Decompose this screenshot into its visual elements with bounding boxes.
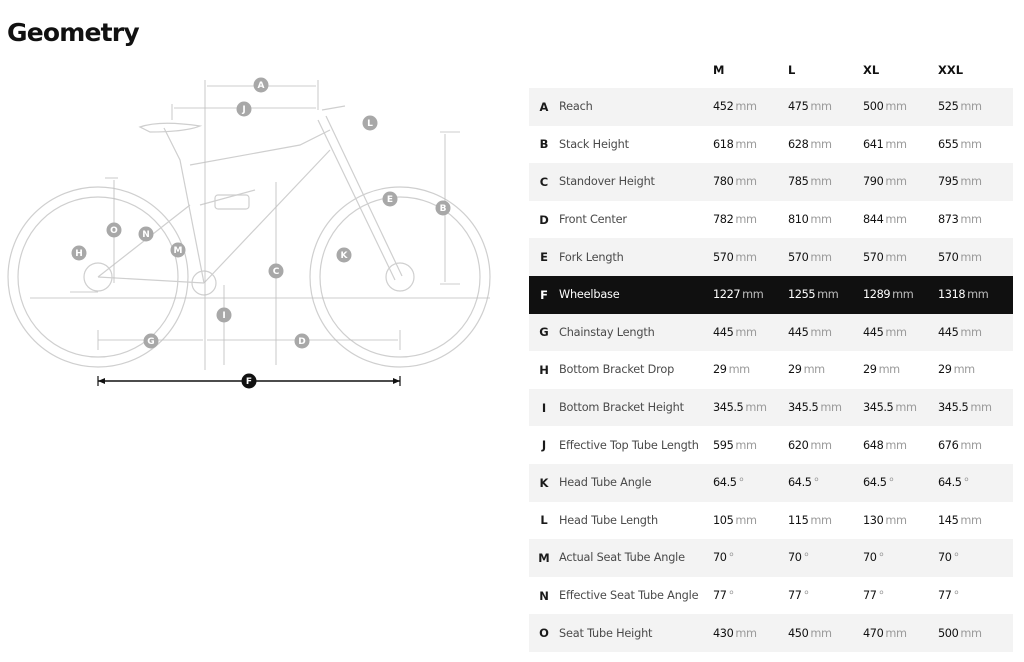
dimension-letter: N	[539, 588, 549, 603]
dimension-value	[707, 238, 782, 276]
value-unit: mm	[803, 363, 825, 377]
svg-text:C: C	[272, 267, 280, 277]
dimension-value	[857, 126, 932, 164]
dimension-value	[782, 539, 857, 577]
dimension-value	[782, 163, 857, 201]
table-row	[529, 314, 1013, 352]
dimension-letter: K	[529, 464, 559, 502]
table-row	[529, 201, 1013, 239]
dimension-label: Head Tube Length	[559, 513, 658, 527]
value-number: 29	[938, 363, 952, 377]
value-number: 570	[788, 250, 809, 264]
value-unit: °	[728, 551, 734, 565]
value-unit: mm	[892, 288, 914, 302]
dimension-value	[782, 351, 857, 389]
value-unit: °	[953, 589, 959, 603]
size-header: M	[713, 62, 725, 77]
value-number: 64.5	[713, 476, 737, 490]
value-unit: mm	[735, 250, 757, 264]
dimension-value	[707, 163, 782, 201]
table-row	[529, 163, 1013, 201]
value-number: 115	[788, 513, 809, 527]
dimension-label: Bottom Bracket Drop	[559, 363, 675, 377]
value-number: 77	[788, 589, 802, 603]
value-unit: mm	[885, 438, 907, 452]
value-number: 345.5	[938, 401, 969, 415]
value-number: 790	[863, 175, 884, 189]
dimension-value	[932, 163, 1013, 201]
value-number: 64.5	[788, 476, 812, 490]
dimension-value	[932, 238, 1013, 276]
table-row	[529, 389, 1013, 427]
value-number: 475	[788, 100, 809, 114]
table-row	[529, 577, 1013, 615]
value-number: 77	[938, 589, 952, 603]
value-number: 570	[863, 250, 884, 264]
dimension-value	[782, 238, 857, 276]
value-unit: mm	[960, 513, 982, 527]
value-unit: mm	[960, 626, 982, 640]
dimension-value	[707, 276, 782, 314]
value-unit: mm	[810, 250, 832, 264]
value-unit: mm	[817, 288, 839, 302]
size-header: XL	[863, 62, 880, 77]
marker-o	[107, 223, 122, 238]
value-unit: mm	[960, 175, 982, 189]
dimension-value	[857, 314, 932, 352]
value-unit: mm	[735, 438, 757, 452]
value-number: 145	[938, 513, 959, 527]
dimension-value	[857, 351, 932, 389]
value-number: 844	[863, 213, 884, 227]
table-row	[529, 351, 1013, 389]
value-unit: mm	[820, 401, 842, 415]
value-unit: mm	[735, 213, 757, 227]
dimension-label: Front Center	[559, 213, 627, 227]
dimension-value	[932, 539, 1013, 577]
table-row	[529, 238, 1013, 276]
dimension-value	[932, 88, 1013, 126]
dimension-value	[932, 201, 1013, 239]
value-unit: mm	[742, 288, 764, 302]
page-title: Geometry	[7, 18, 139, 47]
value-unit: mm	[810, 325, 832, 339]
value-number: 130	[863, 513, 884, 527]
value-number: 452	[713, 100, 734, 114]
table-row	[529, 126, 1013, 164]
value-unit: mm	[735, 100, 757, 114]
dimension-value	[707, 614, 782, 652]
svg-text:F: F	[245, 377, 253, 387]
dimension-letter: B	[539, 137, 549, 152]
dimension-value	[932, 126, 1013, 164]
table-row	[529, 88, 1013, 126]
dimension-value	[857, 614, 932, 652]
value-number: 70	[788, 551, 802, 565]
value-unit: mm	[810, 513, 832, 527]
value-number: 77	[713, 589, 727, 603]
value-unit: °	[963, 476, 969, 490]
dimension-value	[857, 577, 932, 615]
value-unit: mm	[885, 213, 907, 227]
dimension-letter: O	[529, 614, 559, 652]
dimension-value	[932, 464, 1013, 502]
marker-h	[72, 246, 87, 261]
value-number: 525	[938, 100, 959, 114]
dimension-value	[707, 464, 782, 502]
dimension-value	[782, 577, 857, 615]
svg-text:G: G	[147, 337, 155, 347]
table-row	[529, 614, 1013, 652]
marker-i	[217, 308, 232, 323]
value-unit: mm	[810, 100, 832, 114]
value-number: 628	[788, 137, 809, 151]
dimension-value	[707, 351, 782, 389]
value-number: 445	[938, 325, 959, 339]
value-unit: °	[953, 551, 959, 565]
dimension-value	[857, 201, 932, 239]
value-number: 780	[713, 175, 734, 189]
value-unit: mm	[810, 438, 832, 452]
dimension-value	[782, 201, 857, 239]
dimension-value	[707, 126, 782, 164]
dimension-value	[707, 502, 782, 540]
value-unit: mm	[960, 250, 982, 264]
dimension-value	[857, 276, 932, 314]
dimension-value	[857, 389, 932, 427]
marker-c	[269, 264, 284, 279]
dimension-value	[782, 126, 857, 164]
dimension-value	[857, 502, 932, 540]
value-unit: °	[803, 589, 809, 603]
table-row	[529, 276, 1013, 314]
value-unit: mm	[960, 325, 982, 339]
value-number: 430	[713, 626, 734, 640]
dimension-value	[932, 426, 1013, 464]
value-unit: °	[878, 589, 884, 603]
dimension-value	[932, 276, 1013, 314]
size-header-row	[529, 51, 1013, 88]
geometry-table	[529, 51, 1013, 652]
dimension-letter: D	[539, 212, 549, 227]
value-number: 345.5	[788, 401, 819, 415]
value-number: 641	[863, 137, 884, 151]
dimension-value	[707, 389, 782, 427]
dimension-letter: L	[540, 513, 548, 528]
dimension-value	[707, 201, 782, 239]
marker-n	[139, 227, 154, 242]
dimension-value	[932, 351, 1013, 389]
dimension-letter: G	[529, 314, 559, 352]
value-unit: mm	[735, 513, 757, 527]
dimension-label: Effective Top Tube Length	[559, 438, 699, 452]
value-unit: mm	[728, 363, 750, 377]
value-unit: mm	[810, 213, 832, 227]
value-unit: °	[878, 551, 884, 565]
value-unit: mm	[810, 175, 832, 189]
value-number: 785	[788, 175, 809, 189]
value-unit: mm	[735, 137, 757, 151]
dimension-value	[782, 614, 857, 652]
marker-g	[144, 334, 159, 349]
value-unit: mm	[810, 137, 832, 151]
value-unit: mm	[885, 626, 907, 640]
dimension-label: Reach	[559, 88, 707, 126]
value-number: 595	[713, 438, 734, 452]
dimension-value	[932, 502, 1013, 540]
table-row	[529, 464, 1013, 502]
value-number: 873	[938, 213, 959, 227]
svg-text:D: D	[298, 337, 306, 347]
dimension-value	[707, 577, 782, 615]
dimension-value	[782, 276, 857, 314]
dimension-value	[857, 88, 932, 126]
value-number: 500	[938, 626, 959, 640]
dimension-label: Chainstay Length	[559, 314, 707, 352]
value-unit: mm	[960, 100, 982, 114]
value-number: 570	[938, 250, 959, 264]
value-number: 500	[863, 100, 884, 114]
value-unit: mm	[735, 175, 757, 189]
dimension-value	[782, 426, 857, 464]
dimension-value	[707, 539, 782, 577]
value-number: 620	[788, 438, 809, 452]
svg-text:L: L	[367, 119, 373, 129]
marker-a	[254, 78, 269, 93]
value-unit: °	[728, 589, 734, 603]
dimension-label: Stack Height	[559, 137, 629, 151]
value-unit: mm	[970, 401, 992, 415]
svg-text:I: I	[222, 311, 226, 321]
value-number: 1318	[938, 288, 966, 302]
marker-l	[363, 116, 378, 131]
value-number: 782	[713, 213, 734, 227]
dimension-value	[857, 163, 932, 201]
marker-b	[436, 201, 451, 216]
value-unit: mm	[885, 100, 907, 114]
dimension-letter: A	[529, 88, 559, 126]
dimension-label: Actual Seat Tube Angle	[559, 539, 707, 577]
dimension-label: Wheelbase	[559, 276, 707, 314]
dimension-label: Head Tube Angle	[559, 464, 707, 502]
value-number: 64.5	[863, 476, 887, 490]
value-unit: °	[813, 476, 819, 490]
dimension-letter: I	[529, 389, 559, 427]
dimension-label: Standover Height	[559, 163, 707, 201]
value-number: 470	[863, 626, 884, 640]
dimension-value	[932, 614, 1013, 652]
dimension-value	[782, 389, 857, 427]
value-number: 345.5	[713, 401, 744, 415]
value-number: 1227	[713, 288, 741, 302]
svg-text:E: E	[386, 195, 394, 205]
svg-text:J: J	[242, 105, 246, 115]
svg-text:A: A	[257, 81, 265, 91]
value-number: 70	[938, 551, 952, 565]
value-number: 648	[863, 438, 884, 452]
marker-d	[295, 334, 310, 349]
dimension-value	[782, 314, 857, 352]
dimension-label: Seat Tube Height	[559, 614, 707, 652]
table-row	[529, 502, 1013, 540]
dimension-value	[932, 389, 1013, 427]
value-unit: mm	[960, 137, 982, 151]
dimension-value	[782, 464, 857, 502]
bike-geometry-diagram	[0, 66, 500, 401]
value-unit: mm	[895, 401, 917, 415]
value-unit: mm	[885, 513, 907, 527]
dimension-letter: C	[529, 163, 559, 201]
dimension-letter: J	[541, 438, 547, 453]
value-number: 445	[863, 325, 884, 339]
value-unit: mm	[967, 288, 989, 302]
svg-text:N: N	[142, 230, 150, 240]
dimension-value	[857, 539, 932, 577]
value-number: 29	[713, 363, 727, 377]
value-number: 77	[863, 589, 877, 603]
dimension-value	[782, 88, 857, 126]
dimension-value	[707, 314, 782, 352]
svg-text:O: O	[110, 226, 118, 236]
value-unit: mm	[735, 626, 757, 640]
value-unit: mm	[810, 626, 832, 640]
svg-text:K: K	[340, 251, 348, 261]
value-number: 70	[863, 551, 877, 565]
value-number: 445	[788, 325, 809, 339]
dimension-letter: E	[529, 238, 559, 276]
dimension-label: Bottom Bracket Height	[559, 389, 707, 427]
value-number: 105	[713, 513, 734, 527]
dimension-letter: H	[539, 362, 549, 377]
value-unit: mm	[745, 401, 767, 415]
svg-text:B: B	[439, 204, 447, 214]
value-unit: mm	[735, 325, 757, 339]
marker-f	[242, 374, 257, 389]
value-unit: mm	[960, 438, 982, 452]
value-number: 345.5	[863, 401, 894, 415]
value-number: 445	[713, 325, 734, 339]
value-unit: mm	[885, 325, 907, 339]
value-number: 29	[788, 363, 802, 377]
size-header: L	[788, 62, 796, 77]
value-unit: mm	[885, 250, 907, 264]
value-number: 655	[938, 137, 959, 151]
dimension-value	[857, 464, 932, 502]
dimension-value	[782, 502, 857, 540]
size-header: XXL	[938, 62, 964, 77]
svg-text:H: H	[75, 249, 83, 259]
value-unit: mm	[960, 213, 982, 227]
value-unit: °	[738, 476, 744, 490]
value-number: 1289	[863, 288, 891, 302]
svg-text:M: M	[173, 246, 183, 256]
table-row	[529, 426, 1013, 464]
table-row	[529, 539, 1013, 577]
marker-j	[237, 102, 252, 117]
value-unit: mm	[878, 363, 900, 377]
value-unit: °	[803, 551, 809, 565]
value-number: 29	[863, 363, 877, 377]
value-number: 810	[788, 213, 809, 227]
value-number: 1255	[788, 288, 816, 302]
dimension-value	[932, 577, 1013, 615]
value-number: 618	[713, 137, 734, 151]
dimension-letter: F	[529, 276, 559, 314]
value-unit: mm	[885, 175, 907, 189]
value-number: 70	[713, 551, 727, 565]
dimension-value	[857, 426, 932, 464]
marker-m	[171, 243, 186, 258]
value-number: 795	[938, 175, 959, 189]
dimension-label: Fork Length	[559, 238, 707, 276]
value-unit: mm	[953, 363, 975, 377]
dimension-value	[707, 426, 782, 464]
value-unit: mm	[885, 137, 907, 151]
value-unit: °	[888, 476, 894, 490]
dimension-value	[932, 314, 1013, 352]
value-number: 450	[788, 626, 809, 640]
value-number: 64.5	[938, 476, 962, 490]
value-number: 570	[713, 250, 734, 264]
value-number: 676	[938, 438, 959, 452]
marker-k	[337, 248, 352, 263]
dimension-letter: M	[529, 539, 559, 577]
dimension-value	[857, 238, 932, 276]
dimension-value	[707, 88, 782, 126]
dimension-label: Effective Seat Tube Angle	[559, 589, 699, 603]
marker-e	[383, 192, 398, 207]
